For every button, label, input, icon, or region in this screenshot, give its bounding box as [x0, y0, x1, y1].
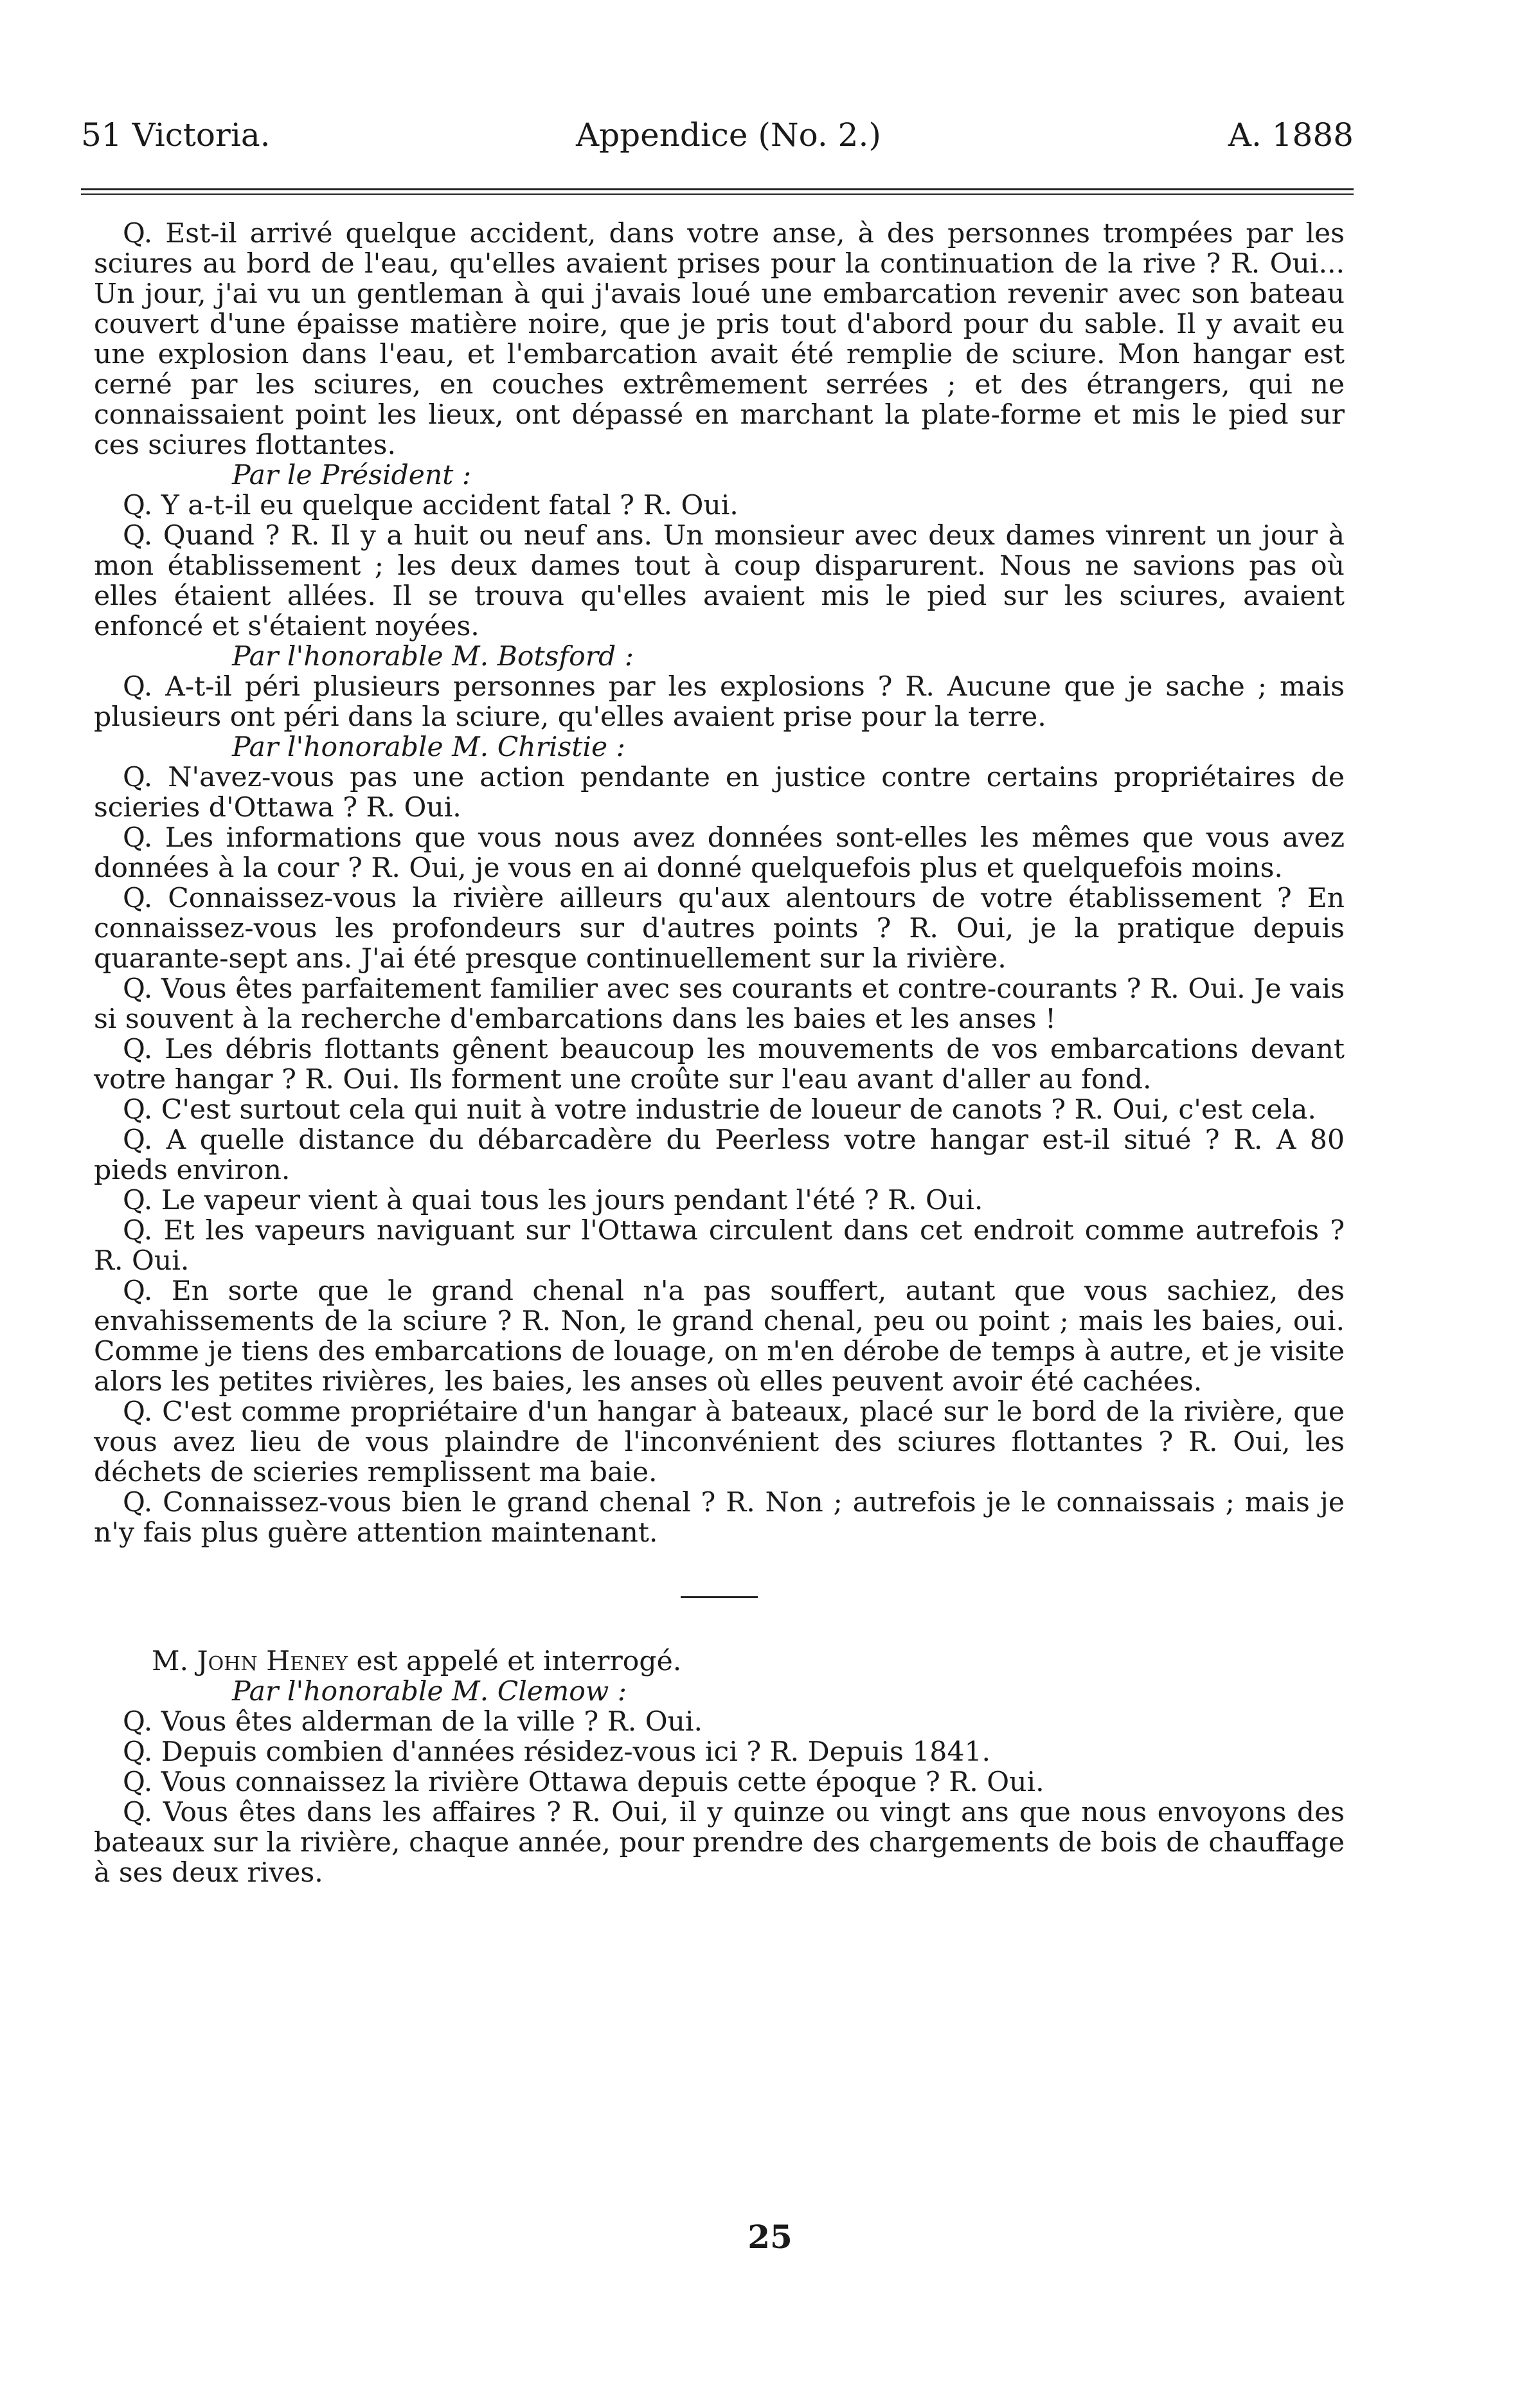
question-answer-paragraph: Q. C'est comme propriétaire d'un hangar à bateaux, placé sur le bord de la rivière, que vous avez lieu de vous plaindre de l'inconvénient des sciures flottantes ? R. Oui, les déchets de scieries remplissent ma baie. — [94, 1396, 1345, 1488]
header-rule-top — [81, 188, 1354, 190]
question-answer-paragraph: Q. C'est surtout cela qui nuit à votre industrie de loueur de canots ? R. Oui, c'est cela. — [123, 1094, 1316, 1126]
page-number: 25 — [748, 2218, 792, 2256]
question-answer-paragraph: Q. Connaissez-vous bien le grand chenal ? R. Non ; autrefois je le connaissais ; mais je n'y fais plus guère attention maintenant. — [94, 1487, 1345, 1549]
header-appendix: Appendice (No. 2.) — [576, 116, 881, 154]
question-answer-paragraph: Q. Vous êtes dans les affaires ? R. Oui, il y quinze ou vingt ans que nous envoyons des bateaux sur la rivière, chaque année, pour prendre des chargements de bois de chauffage à ses deux rives. — [94, 1797, 1345, 1889]
question-answer-paragraph: Q. Est-il arrivé quelque accident, dans votre anse, à des personnes trompées par les sciures au bord de l'eau, qu'elles avaient prises pour la continuation de la rive ? R. Oui... Un jour, j'ai vu un gentleman à qui j'avais loué une embarcation revenir avec son bateau couvert d'une épaisse matière noire, que je pris tout d'abord pour du sable. Il y avait eu une explosion dans l'eau, et l'embarcation avait été remplie de sciure. Mon hangar est cerné par les sciures, en couches extrêmement serrées ; et des étrangers, qui ne connaissaient point les lieux, ont dépassé en marchant la plate-forme et mis le pied sur ces sciures flottantes. — [94, 218, 1345, 461]
question-answer-paragraph: Q. Les débris flottants gênent beaucoup les mouvements de vos embarcations devant votre hangar ? R. Oui. Ils forment une croûte sur l'eau avant d'aller au fond. — [94, 1034, 1345, 1095]
question-answer-paragraph: Q. N'avez-vous pas une action pendante en justice contre certains propriétaires de scieries d'Ottawa ? R. Oui. — [94, 762, 1345, 824]
testimony-part-2 — [94, 1677, 1345, 1888]
question-answer-paragraph: Q. En sorte que le grand chenal n'a pas souffert, autant que vous sachiez, des envahissements de la sciure ? R. Non, le grand chenal, peu ou point ; mais les baies, oui. Comme je tiens des embarcations de louage, on m'en dérobe de temps à autre, et je visite alors les petites rivières, les baies, les anses où elles peuvent avoir été cachées. — [94, 1275, 1345, 1398]
question-answer-paragraph: Q. A-t-il péri plusieurs personnes par les explosions ? R. Aucune que je sache ; mais plusieurs ont péri dans la sciure, qu'elles avaient prise pour la terre. — [94, 671, 1345, 733]
section-divider — [681, 1596, 758, 1598]
witness-name: John Heney — [197, 1646, 348, 1677]
header-session: 51 Victoria. — [81, 116, 271, 154]
speaker-heading: Par le Président : — [232, 460, 472, 491]
witness-prefix: M. — [152, 1646, 197, 1677]
header-year: A. 1888 — [1228, 116, 1354, 154]
question-answer-paragraph: Q. Y a-t-il eu quelque accident fatal ? R. Oui. — [123, 490, 739, 521]
question-answer-paragraph: Q. Vous connaissez la rivière Ottawa depuis cette époque ? R. Oui. — [123, 1767, 1044, 1798]
question-answer-paragraph: Q. Vous êtes parfaitement familier avec ses courants et contre-courants ? R. Oui. Je vais si souvent à la recherche d'embarcations dans les baies et les anses ! — [94, 973, 1345, 1035]
question-answer-paragraph: Q. A quelle distance du débarcadère du Peerless votre hangar est-il situé ? R. A 80 pieds environ. — [94, 1124, 1345, 1186]
question-answer-paragraph: Q. Quand ? R. Il y a huit ou neuf ans. Un monsieur avec deux dames vinrent un jour à mon établissement ; les deux dames tout à coup disparurent. Nous ne savions pas où elles étaient allées. Il se trouva qu'elles avaient mis le pied sur les sciures, avaient enfoncé et s'étaient noyées. — [94, 520, 1345, 642]
witness-suffix: est appelé et interrogé. — [348, 1646, 682, 1677]
header-rule-bottom — [81, 194, 1354, 195]
question-answer-paragraph: Q. Et les vapeurs naviguant sur l'Ottawa circulent dans cet endroit comme autrefois ? R. Oui. — [94, 1215, 1345, 1277]
question-answer-paragraph: Q. Les informations que vous nous avez données sont-elles les mêmes que vous avez données à la cour ? R. Oui, je vous en ai donné quelquefois plus et quelquefois moins. — [94, 822, 1345, 884]
question-answer-paragraph: Q. Vous êtes alderman de la ville ? R. Oui. — [123, 1706, 703, 1738]
running-header — [81, 116, 1354, 154]
testimony-part-1 — [94, 219, 1345, 1548]
question-answer-paragraph: Q. Le vapeur vient à quai tous les jours pendant l'été ? R. Oui. — [123, 1185, 983, 1216]
witness-introduction — [94, 1646, 1345, 1677]
speaker-heading: Par l'honorable M. Clemow : — [232, 1676, 627, 1707]
speaker-heading: Par l'honorable M. Christie : — [232, 732, 625, 763]
speaker-heading: Par l'honorable M. Botsford : — [232, 641, 634, 672]
document-body — [94, 219, 1345, 1888]
question-answer-paragraph: Q. Depuis combien d'années résidez-vous ici ? R. Depuis 1841. — [123, 1736, 991, 1768]
question-answer-paragraph: Q. Connaissez-vous la rivière ailleurs qu'aux alentours de votre établissement ? En connaissez-vous les profondeurs sur d'autres points ? R. Oui, je la pratique depuis quarante-sept ans. J'ai été presque continuellement sur la rivière. — [94, 883, 1345, 975]
